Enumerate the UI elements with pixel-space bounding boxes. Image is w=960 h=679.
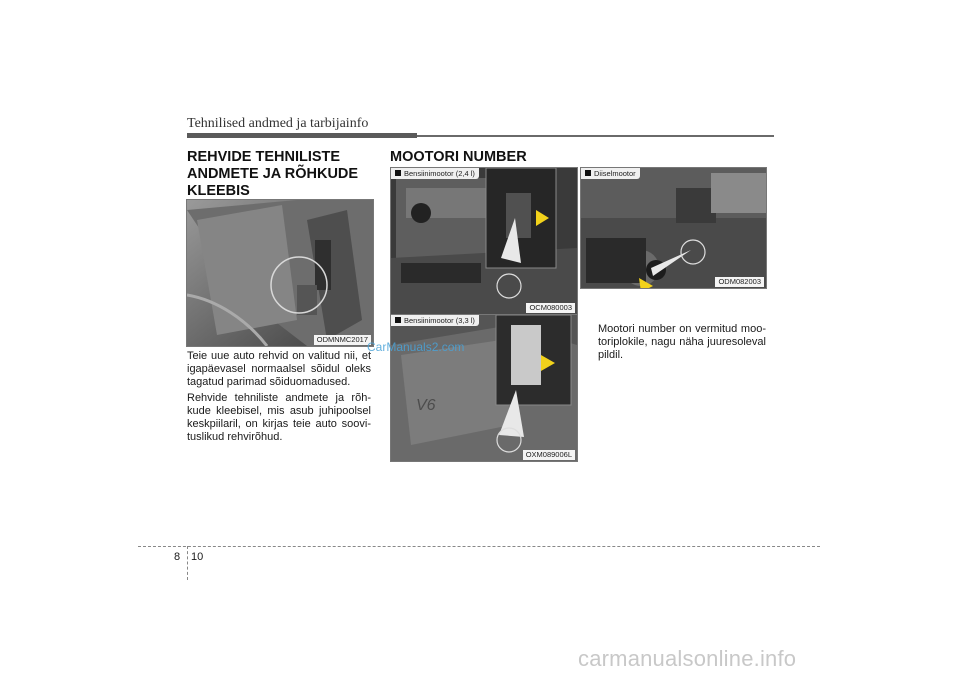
tire-paragraph-1: Teie uue auto rehvid on valitud nii, et igapäevasel normaalsel sõidul oleks tagatud parimad sõiduomadused. (187, 350, 371, 388)
tire-label-heading: REHVIDE TEHNILISTE ANDMETE JA RÕHKUDE KLEEBIS (187, 149, 359, 199)
bullet-square-icon (395, 170, 401, 176)
page-header-title: Tehnilised andmed ja tarbijainfo (187, 116, 369, 131)
engine-photo-diesel-code: ODM082003 (715, 277, 764, 287)
engine-photo-33-caption: Bensiinimootor (3,3 l) (391, 315, 479, 326)
footer-page-number: 10 (191, 551, 204, 563)
footer-dashed-line (138, 546, 820, 547)
watermark-text: CarManuals2.com (367, 340, 465, 354)
header-rule-dark (187, 133, 417, 138)
bullet-square-icon (395, 317, 401, 323)
bullet-square-icon (585, 170, 591, 176)
footer-dashed-divider (187, 546, 188, 580)
engine-photo-diesel (580, 167, 767, 289)
engine-body-text (598, 323, 766, 365)
svg-text:V6: V6 (416, 397, 436, 414)
tire-label-photo (186, 199, 374, 347)
site-footer-text: carmanualsonline.info (578, 646, 797, 671)
engine-photo-diesel-caption: Diiselmootor (581, 168, 640, 179)
footer-section-number: 8 (174, 551, 181, 563)
tire-paragraph-2: Rehvide tehniliste andmete ja rõh-kude kleebisel, mis asub juhipoolsel keskpiilaril, on kirjas teie auto soovi-tuslikud rehvirõhud. (187, 392, 371, 443)
tire-photo-code: ODMNMC2017 (314, 335, 371, 345)
tire-body-text (187, 350, 371, 448)
engine-photo-24-caption: Bensiinimootor (2,4 l) (391, 168, 479, 179)
engine-photo-24-code: OCM080003 (526, 303, 575, 313)
engine-paragraph: Mootori number on vermitud moo-toriplokile, nagu näha juuresoleval pildil. (598, 323, 766, 361)
engine-photo-33-code: OXM089006L (523, 450, 575, 460)
engine-photo-33 (390, 314, 578, 462)
header-rule-thin (417, 135, 774, 137)
engine-photo-24 (390, 167, 578, 315)
engine-number-heading: MOOTORI NUMBER (390, 149, 527, 165)
